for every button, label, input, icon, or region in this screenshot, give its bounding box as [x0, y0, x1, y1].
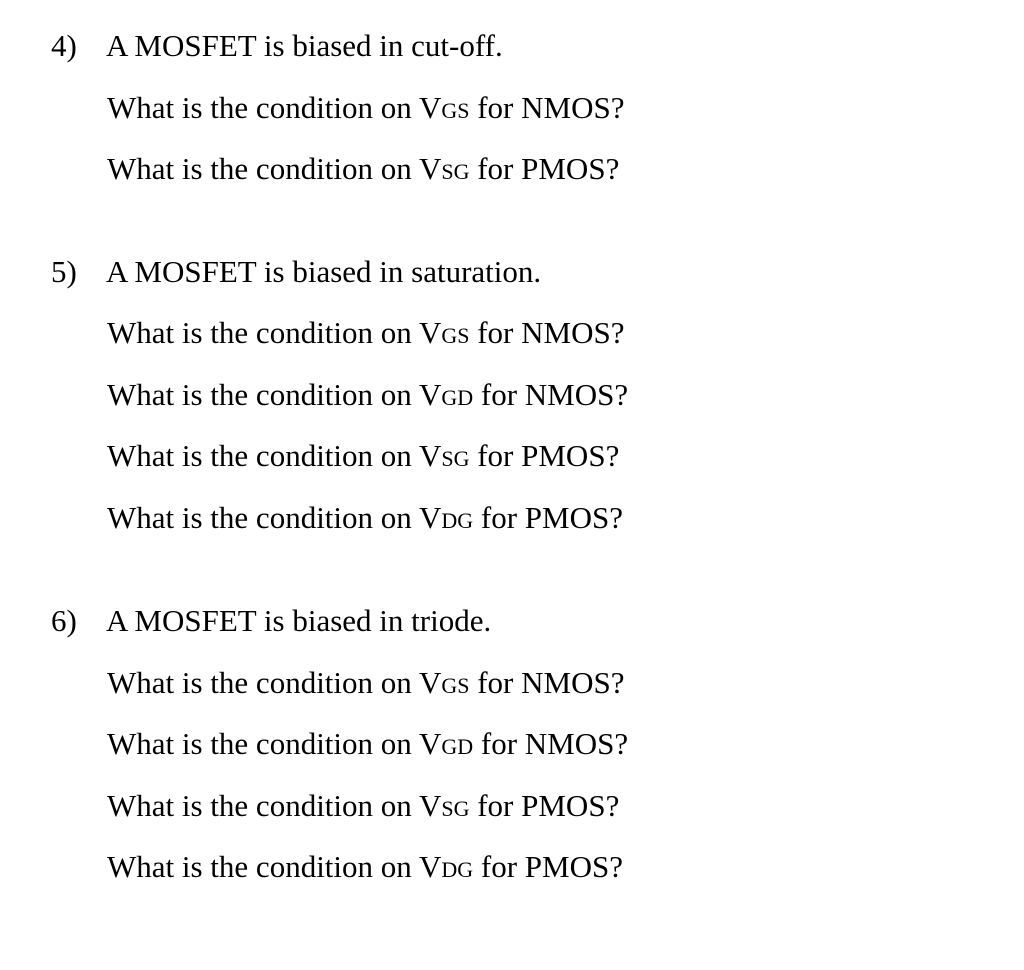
voltage-subscript: GD — [441, 734, 474, 759]
voltage-subscript: GS — [441, 98, 470, 123]
item-text-suffix: for PMOS? — [473, 849, 623, 884]
item-text-suffix: for PMOS? — [469, 151, 620, 186]
question-statement: A MOSFET is biased in triode. — [106, 603, 492, 638]
item-text: What is the condition on V — [107, 377, 442, 412]
question-5-item-2 — [107, 375, 628, 418]
question-number: 5) — [51, 254, 77, 289]
question-number: 6) — [51, 603, 77, 638]
question-6-item-2 — [107, 724, 628, 767]
question-6-item-4 — [107, 847, 623, 890]
item-text-suffix: for NMOS? — [473, 726, 629, 761]
question-5-item-4 — [107, 498, 623, 541]
item-text: What is the condition on V — [107, 500, 442, 535]
voltage-subscript: SG — [441, 159, 470, 184]
voltage-subscript: GS — [441, 673, 470, 698]
item-text-suffix: for NMOS? — [473, 377, 629, 412]
item-text: What is the condition on V — [107, 665, 442, 700]
item-text: What is the condition on V — [107, 788, 442, 823]
question-5-heading — [51, 252, 541, 292]
item-text-suffix: for PMOS? — [473, 500, 623, 535]
voltage-subscript: GS — [441, 323, 470, 348]
item-text-suffix: for NMOS? — [469, 315, 625, 350]
item-text: What is the condition on V — [107, 438, 442, 473]
voltage-subscript: DG — [441, 857, 474, 882]
question-4-item-1 — [107, 88, 624, 131]
item-text-suffix: for PMOS? — [469, 788, 620, 823]
item-text: What is the condition on V — [107, 315, 442, 350]
item-text-suffix: for PMOS? — [469, 438, 620, 473]
item-text: What is the condition on V — [107, 849, 442, 884]
question-6-item-3 — [107, 786, 619, 829]
item-text: What is the condition on V — [107, 90, 442, 125]
question-4-item-2 — [107, 149, 619, 192]
question-5-item-3 — [107, 436, 619, 479]
question-statement: A MOSFET is biased in saturation. — [106, 254, 542, 289]
voltage-subscript: DG — [441, 508, 474, 533]
question-4-heading — [51, 26, 503, 66]
item-text-suffix: for NMOS? — [469, 90, 625, 125]
voltage-subscript: GD — [441, 385, 474, 410]
question-number: 4) — [51, 28, 77, 63]
item-text: What is the condition on V — [107, 726, 442, 761]
question-6-heading — [51, 601, 491, 641]
question-6-item-1 — [107, 663, 624, 706]
voltage-subscript: SG — [441, 796, 470, 821]
item-text: What is the condition on V — [107, 151, 442, 186]
question-statement: A MOSFET is biased in cut-off. — [106, 28, 503, 63]
voltage-subscript: SG — [441, 446, 470, 471]
item-text-suffix: for NMOS? — [469, 665, 625, 700]
question-5-item-1 — [107, 313, 624, 356]
